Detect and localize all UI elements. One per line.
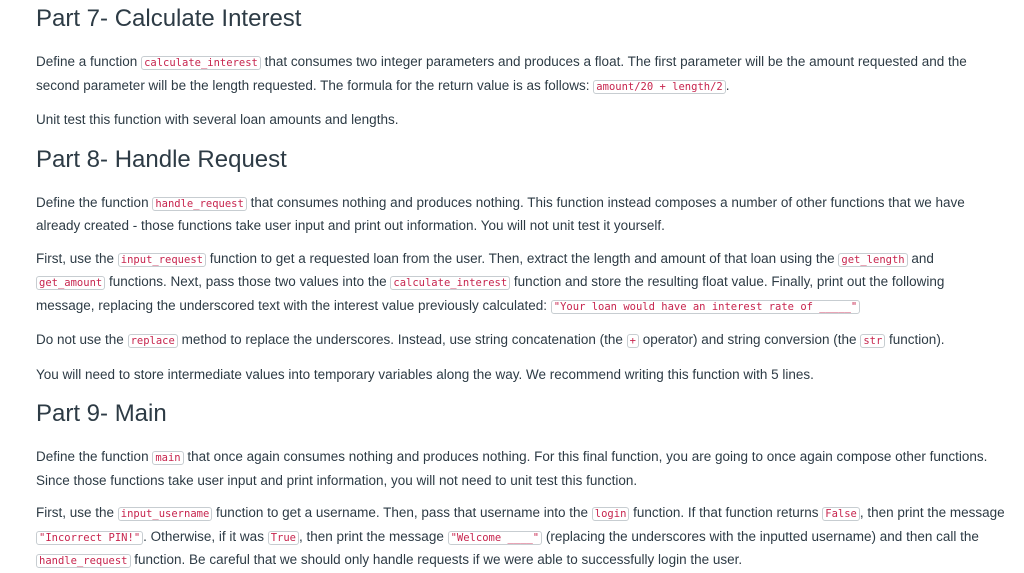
code-get-amount: get_amount bbox=[36, 276, 105, 290]
part8-paragraph-steps: First, use the input_request function to get a requested loan from the user. Then, extract the length and amount of that loan using the get_length and get_amount functions. Next, pass those two values into the calculate_interest function and store the resulting float value. Finally, print out the following message, replacing the underscored text with the interest value previously calculated: "Your loan would have an interest rate of _____" bbox=[36, 250, 945, 313]
part8-paragraph-no-replace: Do not use the replace method to replace the underscores. Instead, use string concatenation (the + operator) and string conversion (the str function). bbox=[36, 332, 945, 347]
code-welcome-message: "Welcome ____" bbox=[448, 531, 543, 545]
code-input-request: input_request bbox=[118, 253, 206, 267]
assignment-content bbox=[0, 5, 1024, 573]
part8-paragraph-temp-vars: You will need to store intermediate values into temporary variables along the way. We recommend writing this function with 5 lines. bbox=[36, 366, 814, 382]
code-input-username: input_username bbox=[118, 507, 213, 521]
code-calculate-interest: calculate_interest bbox=[141, 56, 261, 70]
code-plus-operator: + bbox=[627, 334, 639, 348]
part7-paragraph-definition: Define a function calculate_interest that consumes two integer parameters and produces a float. The first parameter will be the amount requested and the second parameter will be the length requested. The formula for the return value is as follows: amount/20 + length/2 . bbox=[36, 54, 967, 93]
part9-heading: Part 9- Main bbox=[36, 400, 167, 427]
code-interest-message: "Your loan would have an interest rate of _____" bbox=[551, 300, 860, 314]
code-replace: replace bbox=[128, 334, 178, 348]
code-true: True bbox=[268, 531, 299, 545]
part8-heading: Part 8- Handle Request bbox=[36, 145, 287, 173]
code-false: False bbox=[822, 507, 860, 521]
code-handle-request: handle_request bbox=[152, 197, 247, 211]
part8-paragraph-definition: Define the function handle_request that consumes nothing and produces nothing. This function instead composes a number of other functions that we have already created - those functions take user input and print out information. You will not unit test it yourself. bbox=[36, 194, 965, 233]
code-incorrect-pin: "Incorrect PIN!" bbox=[36, 531, 143, 545]
code-formula: amount/20 + length/2 bbox=[593, 80, 725, 94]
code-login: login bbox=[592, 507, 630, 521]
code-handle-request: handle_request bbox=[36, 554, 131, 568]
part9-paragraph-steps: First, use the input_username function to get a username. Then, pass that username into the login function. If that function returns False , then print the message "Incorrect PIN!" . Otherwise, if it was True , then print the message "Welcome ____" (replacing the underscores with the inputted username) and then call the handle_request function. Be careful that we should only handle requests if we were able to successfully login the user. bbox=[36, 505, 1005, 567]
part7-heading: Part 7- Calculate Interest bbox=[36, 5, 302, 32]
code-main: main bbox=[152, 451, 183, 465]
part7-paragraph-unit-test: Unit test this function with several loan amounts and lengths. bbox=[36, 112, 399, 127]
part9-paragraph-definition: Define the function main that once again consumes nothing and produces nothing. For this final function, you are going to once again compose other functions. Since those functions take user input and print information, you will not need to unit test this function. bbox=[36, 449, 988, 488]
code-str: str bbox=[860, 334, 885, 348]
code-calculate-interest: calculate_interest bbox=[390, 276, 510, 290]
code-get-length: get_length bbox=[838, 253, 907, 267]
